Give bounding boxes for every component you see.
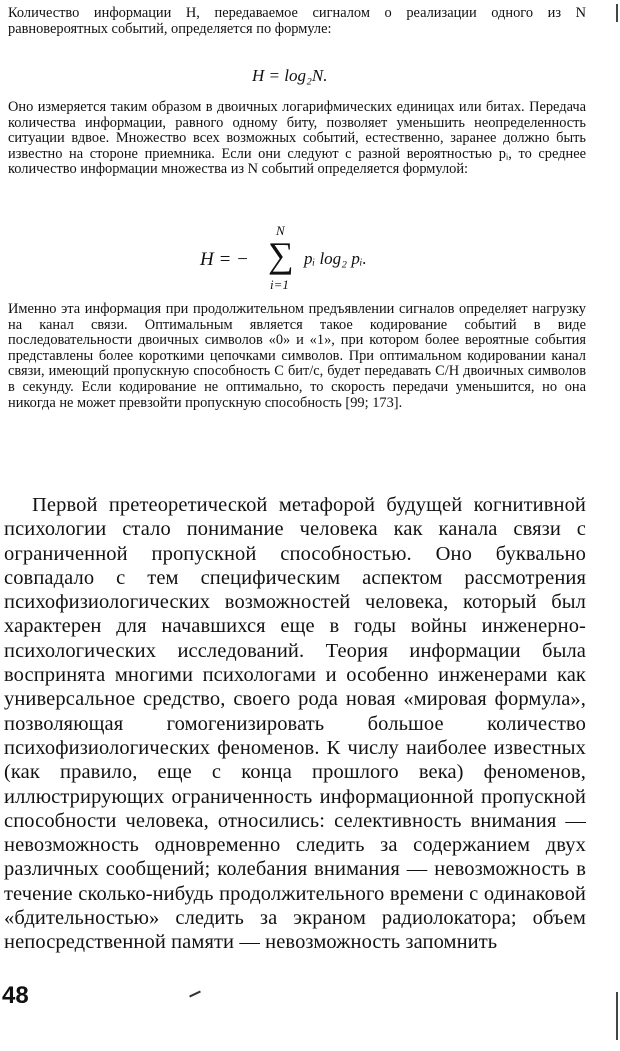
formula-entropy-sum [200,223,420,295]
stray-pen-mark [189,991,201,998]
paragraph-bits-explanation: Оно измеряется таким образом в двоичных логарифмических единицах или битах. Передача количества информации, равного одному биту, позволяет уменьшить неопределенность ситуации вдвое. Множество всех возможных событий, естественно, заранее должно быть известно на стороне приемника. Если они следуют с разной вероятностью pᵢ, то среднее количество информации множества из N событий определяется формулой: [8,99,586,178]
formula-lhs: H = − [200,249,249,270]
sum-lower-limit: i=1 [270,277,289,292]
paragraph-channel-load: Именно эта информация при продолжительном предъявлении сигналов определяет нагрузку на канал связи. Оптимальным является такое кодирование событий в виде последовательности двоичных символов «0» и «1», при котором более вероятные события представлены более короткими цепочками символов. При оптимальном кодировании канал связи, имеющий пропускную способность C бит/с, будет передавать C/H двоичных символов в секунду. Если кодирование не оптимально, то скорость передачи уменьшится, но она никогда не может превзойти пропускную способность [99; 173]. [8,301,586,411]
edge-scan-mark-bottom [616,992,618,1040]
edge-scan-mark-top [616,4,618,22]
formula-rhs: pᵢ log₂ pᵢ. [304,249,367,268]
sigma-symbol: ∑ [268,235,294,275]
paragraph-main-text: Первой претеоретической метафорой будущей когнитивной психологии стало понимание человека как канала связи с ограниченной пропускной способностью. Оно буквально совпадало с тем специфическим аспектом рассмотрения психофизиологических возможностей человека, который был характерен для начавшихся еще в годы войны инженерно-психологических исследований. Теория информации была воспринята многими психологами и особенно инженерами как универсальное средство, своего рода новая «мировая формула», позволяющая гомогенизировать большое количество психофизиологических феноменов. К числу наиболее известных (как правило, еще с конца прошлого века) феноменов, иллюстрирующих ограниченность информационной пропускной способности человека, относились: селективность внимания — невозможность одновременно следить за содержанием двух различных сообщений; колебания внимания — невозможность в течение сколько-нибудь продолжительного времени с одинаковой «бдительностью» следить за экраном радиолокатора; объем непосредственной памяти — невозможность запомнить [4,494,586,954]
formula-log2n: H = log₂N. [252,66,328,85]
page-number: 48 [2,982,29,1009]
sum-upper-limit: N [276,223,285,238]
paragraph-information-quantity: Количество информации H, передаваемое сигналом о реализации одного из N равновероятных событий, определяется по формуле: [8,5,586,37]
